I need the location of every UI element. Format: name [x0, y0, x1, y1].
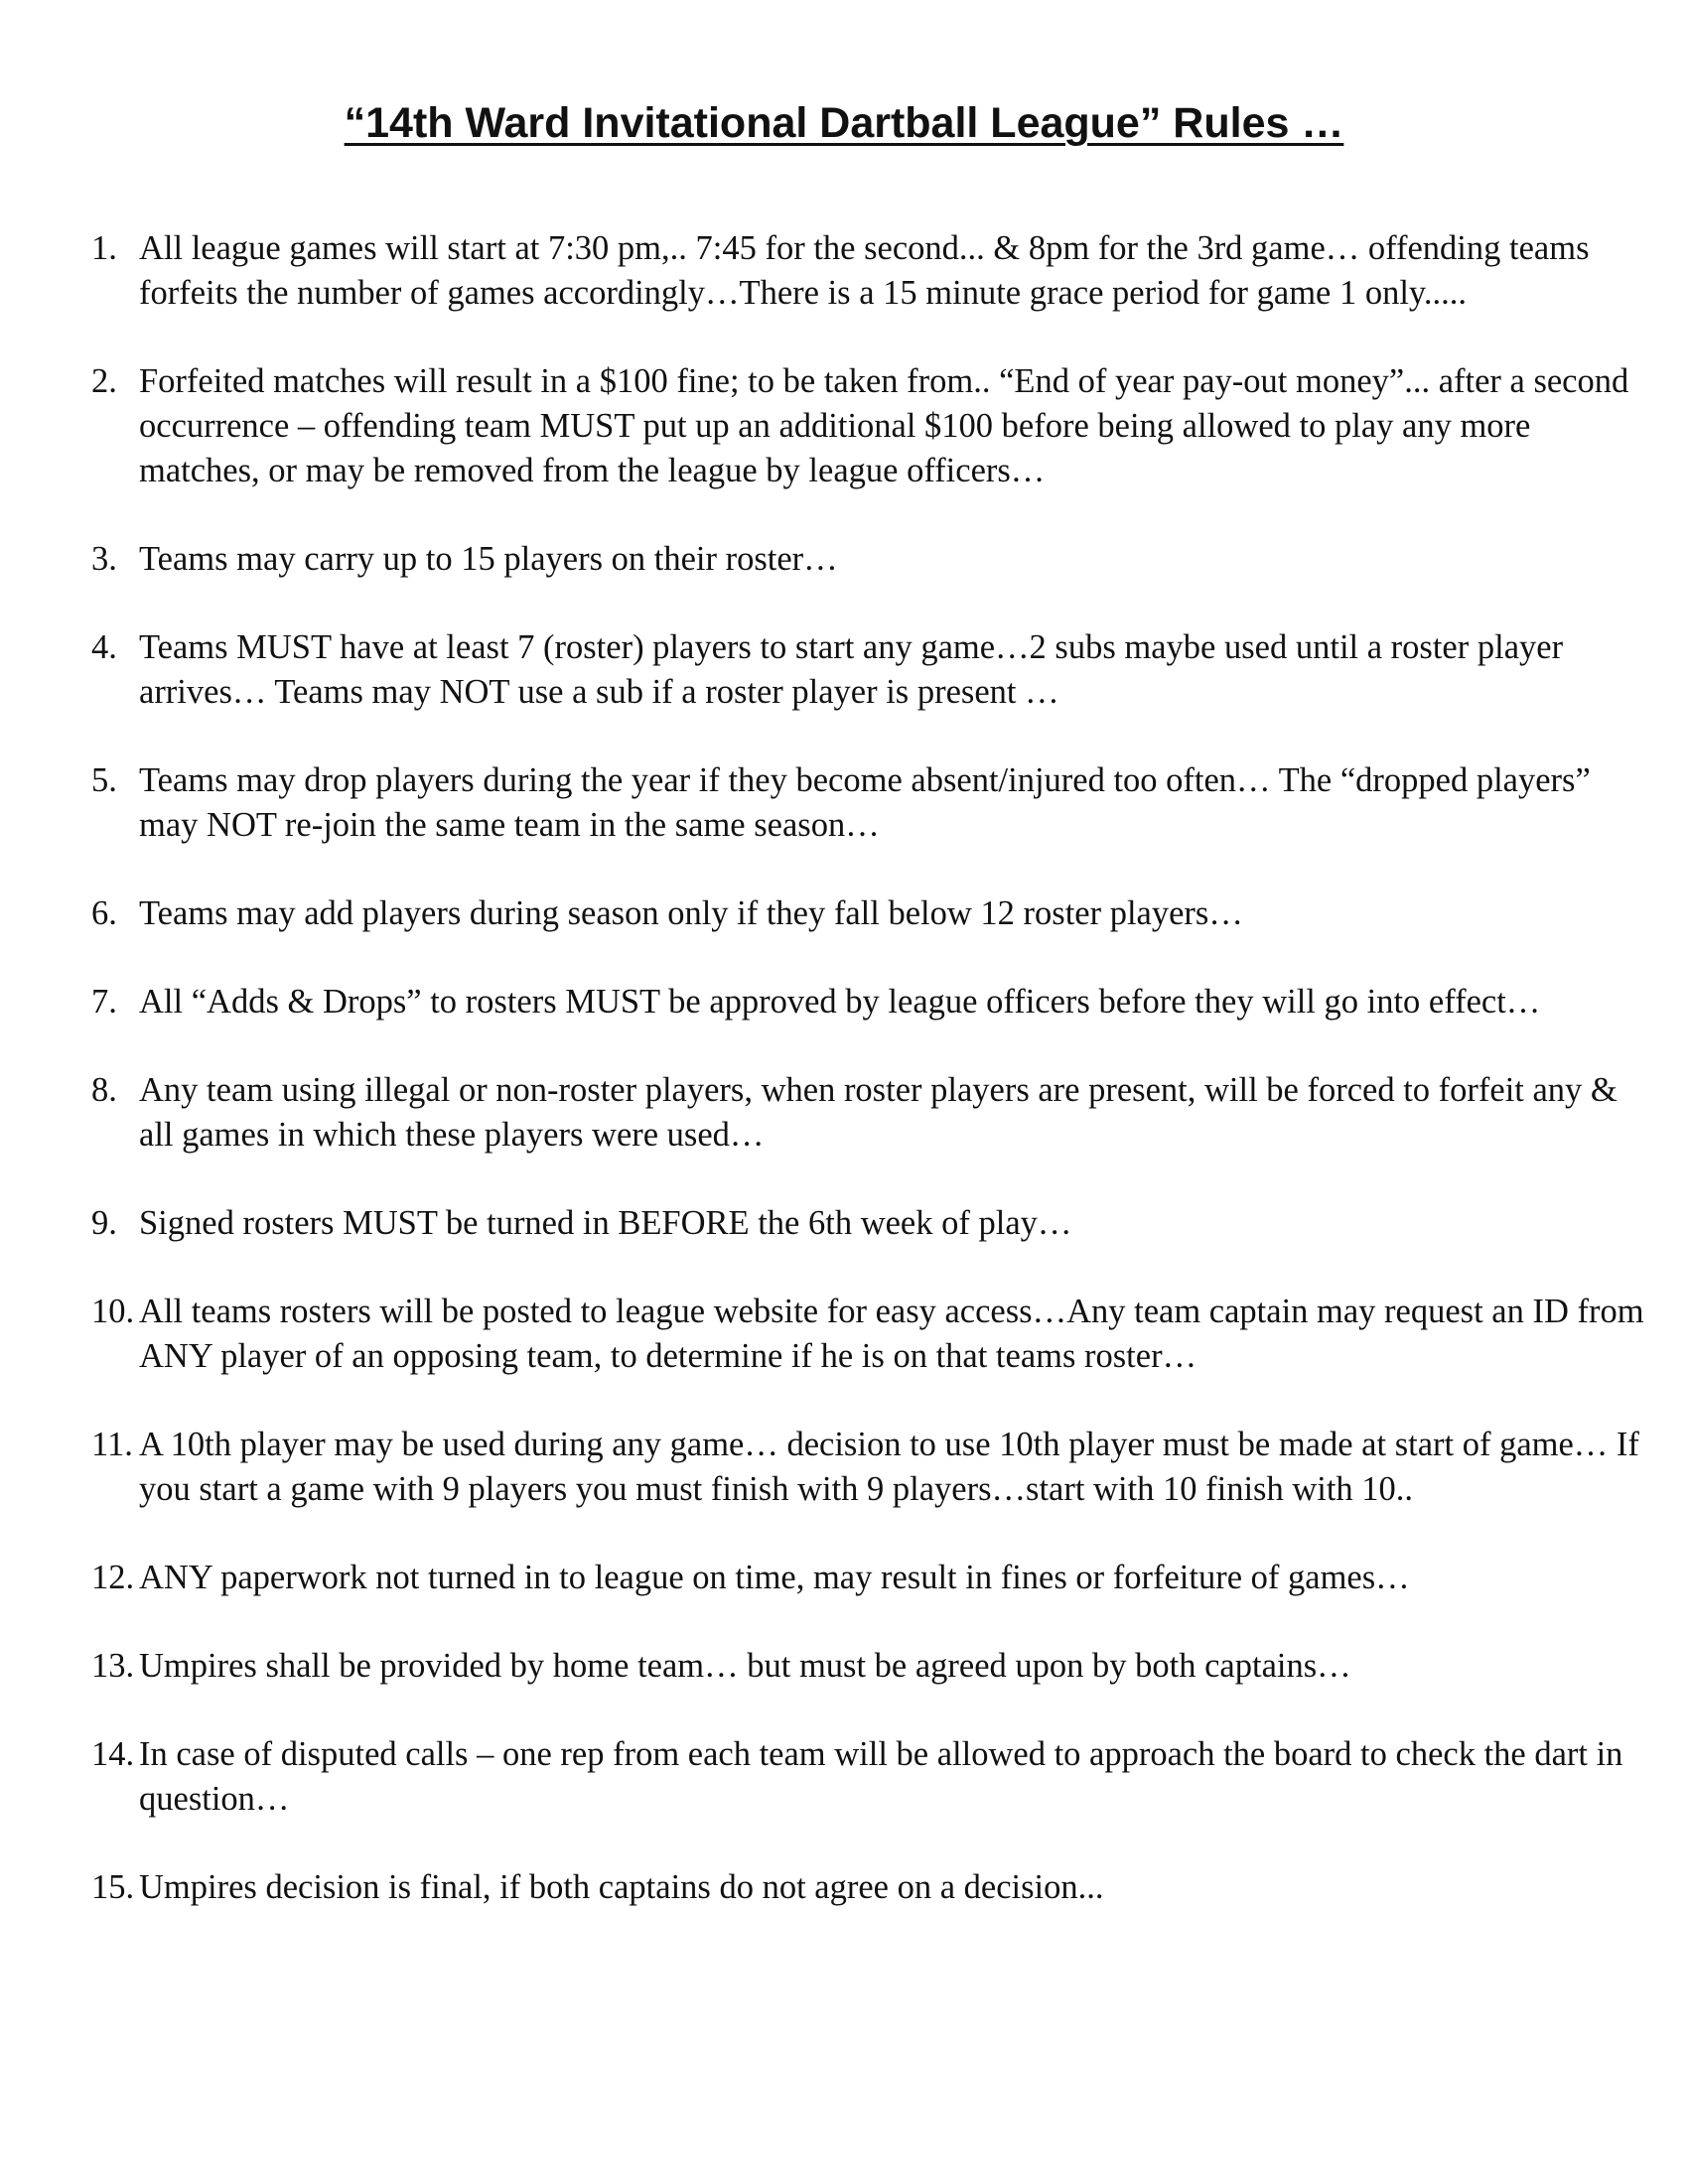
- rule-number: 6.: [91, 894, 117, 932]
- rule-text: In case of disputed calls – one rep from each team will be allowed to approach the board to check the dart in question…: [139, 1735, 1623, 1818]
- rule-text: Any team using illegal or non-roster players, when roster players are present, will be forced to forfeit any & all games in which these players were used…: [139, 1071, 1618, 1154]
- rule-text: All league games will start at 7:30 pm,.. 7:45 for the second... & 8pm for the 3rd game… offending teams forfeits the number of games accordingly…There is a 15 minute grace period for game 1 only.....: [139, 229, 1590, 312]
- rule-number: 13.: [91, 1647, 135, 1685]
- rule-text: Teams MUST have at least 7 (roster) players to start any game…2 subs maybe used until a roster player arrives… Teams may NOT use a sub if a roster player is present …: [139, 628, 1564, 711]
- rule-number: 4.: [91, 628, 117, 666]
- rule-text: Umpires shall be provided by home team… but must be agreed upon by both captains…: [139, 1647, 1351, 1685]
- rule-item: [91, 1290, 1650, 1379]
- rule-text: All teams rosters will be posted to league website for easy access…Any team captain may request an ID from ANY player of an opposing team, to determine if he is on that teams roster…: [139, 1293, 1644, 1375]
- rules-list: [91, 226, 1650, 1954]
- rule-item: [91, 359, 1650, 493]
- rule-number: 9.: [91, 1204, 117, 1242]
- rule-text: Teams may add players during season only if they fall below 12 roster players…: [139, 894, 1243, 932]
- rule-text: Umpires decision is final, if both captains do not agree on a decision...: [139, 1868, 1104, 1906]
- rule-text: ANY paperwork not turned in to league on time, may result in fines or forfeiture of games…: [139, 1559, 1410, 1596]
- rule-number: 8.: [91, 1071, 117, 1109]
- rule-number: 3.: [91, 540, 117, 578]
- rule-number: 15.: [91, 1868, 135, 1906]
- rule-text: A 10th player may be used during any game… decision to use 10th player must be made at start of game… If you start a game with 9 players you must finish with 9 players…start with 10 finish with 10..: [139, 1426, 1639, 1508]
- rule-item: [91, 537, 1650, 582]
- rule-item: [91, 1865, 1650, 1910]
- rule-text: Signed rosters MUST be turned in BEFORE the 6th week of play…: [139, 1204, 1072, 1242]
- rule-item: [91, 758, 1650, 848]
- rule-text: Teams may drop players during the year if they become absent/injured too often… The “dropped players” may NOT re-join the same team in the same season…: [139, 761, 1591, 844]
- rule-number: 2.: [91, 362, 117, 400]
- rule-item: [91, 1732, 1650, 1822]
- page-title: [0, 95, 1688, 151]
- rule-item: [91, 226, 1650, 316]
- page-title-text: “14th Ward Invitational Dartball League” Rules …: [344, 99, 1344, 147]
- rule-text: Teams may carry up to 15 players on their roster…: [139, 540, 838, 578]
- rule-number: 11.: [91, 1426, 133, 1463]
- rule-item: [91, 1556, 1650, 1600]
- rule-item: [91, 980, 1650, 1024]
- rule-text: Forfeited matches will result in a $100 fine; to be taken from.. “End of year pay-out money”... after a second occurrence – offending team MUST put up an additional $100 before being allowed to play any more matches, or may be removed from the league by league officers…: [139, 362, 1629, 489]
- rule-item: [91, 1423, 1650, 1512]
- rule-number: 10.: [91, 1293, 135, 1330]
- rule-item: [91, 1201, 1650, 1246]
- rule-number: 7.: [91, 983, 117, 1021]
- rule-number: 14.: [91, 1735, 135, 1773]
- rule-item: [91, 1068, 1650, 1158]
- rule-item: [91, 625, 1650, 715]
- rule-item: [91, 1644, 1650, 1689]
- rule-number: 5.: [91, 761, 117, 799]
- rule-number: 1.: [91, 229, 117, 267]
- rule-item: [91, 891, 1650, 936]
- rule-number: 12.: [91, 1559, 135, 1596]
- rule-text: All “Adds & Drops” to rosters MUST be approved by league officers before they will go into effect…: [139, 983, 1541, 1021]
